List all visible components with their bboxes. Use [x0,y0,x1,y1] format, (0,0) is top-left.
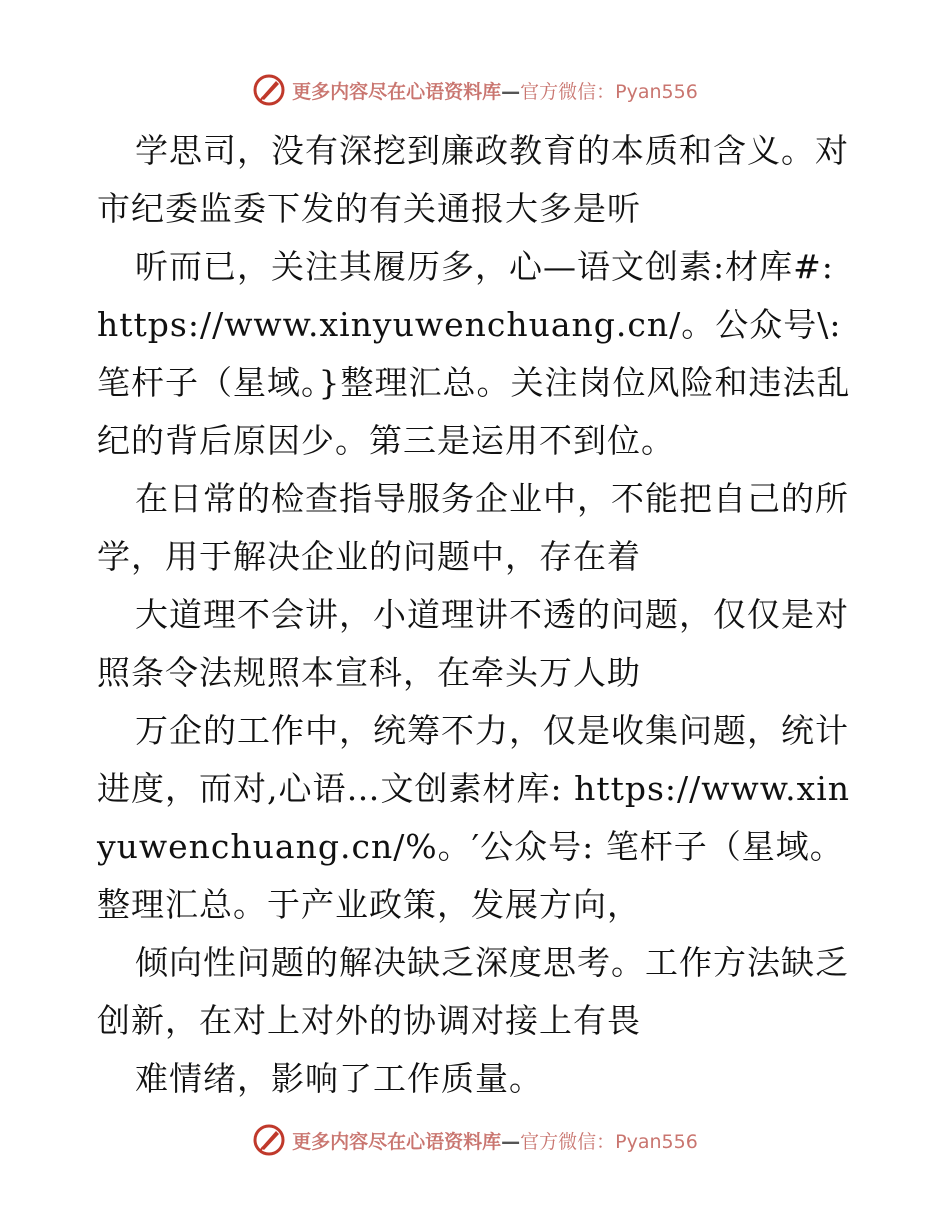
paragraph-6: 倾向性问题的解决缺乏深度思考。工作方法缺乏创新，在对上对外的协调对接上有畏 [97,943,849,1040]
banner-dash: — [501,80,521,103]
banner-wechat-text: 官方微信：Pyan556 [520,1130,698,1153]
banner-text [292,1127,698,1154]
paragraph-1: 学思司，没有深挖到廉政教育的本质和含义。对市纪委监委下发的有关通报大多是听 [97,131,849,228]
paragraph-4: 大道理不会讲，小道理讲不透的问题，仅仅是对照条令法规照本宣科，在牵头万人助 [97,595,849,692]
banner-dash: — [501,1130,521,1153]
footer-banner [0,1120,950,1160]
banner-library-text: 更多内容尽在心语资料库 [292,80,502,103]
banner-library-text: 更多内容尽在心语资料库 [292,1130,502,1153]
quill-logo-icon [252,73,286,107]
paragraph-5: 万企的工作中，统筹不力，仅是收集问题，统计进度，而对,心语…文创素材库: https://www.xinyuwenchuang.cn/%。′公众号: 笔杆子（星域。整理汇总。于产业政策，发展方向， [97,711,851,924]
quill-logo-icon [252,1123,286,1157]
paragraph-2: 听而已，关注其履历多，心—语文创素:材库#: https://www.xinyuwenchuang.cn/。公众号\: 笔杆子（星域。}整理汇总。关注岗位风险和违法乱纪的背后原因少。第三是运用不到位。 [97,247,851,460]
banner-wechat-text: 官方微信：Pyan556 [520,80,698,103]
banner-text [292,77,698,104]
paragraph-3: 在日常的检查指导服务企业中，不能把自己的所学，用于解决企业的问题中，存在着 [97,479,849,576]
paragraph-7: 难情绪，影响了工作质量。 [135,1059,543,1098]
document-body [97,122,857,1108]
header-banner [0,70,950,110]
